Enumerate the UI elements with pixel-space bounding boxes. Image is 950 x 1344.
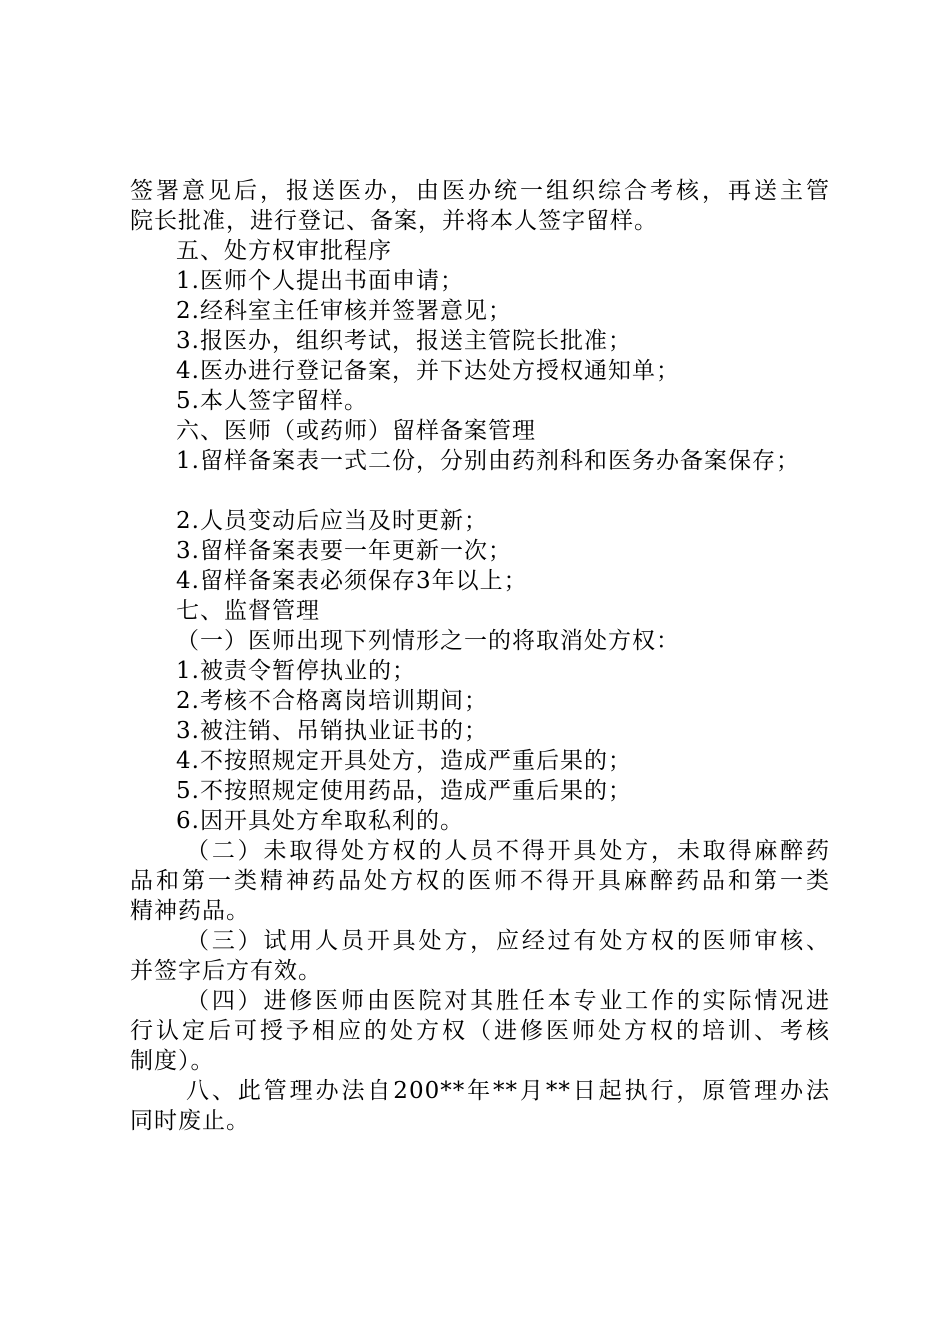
paragraph-line: 同时废止。 <box>130 1108 250 1134</box>
section-heading: 七、监督管理 <box>176 598 320 624</box>
list-item: 5.本人签字留样。 <box>176 388 368 414</box>
paragraph-line: 品和第一类精神药品处方权的医师不得开具麻醉药品和第一类 <box>130 868 830 894</box>
list-item: 3.留样备案表要一年更新一次； <box>176 538 512 564</box>
list-item: 6.因开具处方牟取私利的。 <box>176 808 464 834</box>
list-item: 4.医办进行登记备案，并下达处方授权通知单； <box>176 358 680 384</box>
paragraph-line: （二）未取得处方权的人员不得开具处方，未取得麻醉药 <box>186 838 830 864</box>
paragraph-line: 签署意见后，报送医办，由医办统一组织综合考核，再送主管 <box>130 178 830 204</box>
paragraph-line: 院长批准，进行登记、备案，并将本人签字留样。 <box>130 208 658 234</box>
section-heading: 五、处方权审批程序 <box>176 238 392 264</box>
list-item: 2.经科室主任审核并签署意见； <box>176 298 512 324</box>
list-item: 4.留样备案表必须保存3年以上； <box>176 568 528 594</box>
section-heading: 六、医师（或药师）留样备案管理 <box>176 418 536 444</box>
paragraph-line: 制度）。 <box>130 1048 215 1074</box>
blank-line <box>130 476 830 506</box>
list-item: 3.报医办，组织考试，报送主管院长批准； <box>176 328 632 354</box>
paragraph-line: （四）进修医师由医院对其胜任本专业工作的实际情况进 <box>186 988 830 1014</box>
paragraph-line: 八、此管理办法自200**年**月**日起执行，原管理办法 <box>186 1078 830 1104</box>
document-body <box>130 176 830 1136</box>
list-item: 3.被注销、吊销执业证书的； <box>176 718 488 744</box>
paragraph-line: （三）试用人员开具处方，应经过有处方权的医师审核、 <box>186 928 830 954</box>
paragraph-line: 精神药品。 <box>130 898 250 924</box>
list-item: 1.被责令暂停执业的； <box>176 658 416 684</box>
list-item: 5.不按照规定使用药品，造成严重后果的； <box>176 778 632 804</box>
list-item: 4.不按照规定开具处方，造成严重后果的； <box>176 748 632 774</box>
list-item: 2.人员变动后应当及时更新； <box>176 508 488 534</box>
list-item: 1.留样备案表一式二份，分别由药剂科和医务办备案保存； <box>176 448 800 474</box>
paragraph-line: 行认定后可授予相应的处方权（进修医师处方权的培训、考核 <box>130 1018 830 1044</box>
list-item: 1.医师个人提出书面申请； <box>176 268 464 294</box>
paragraph-line: 并签字后方有效。 <box>130 958 322 984</box>
list-item: 2.考核不合格离岗培训期间； <box>176 688 488 714</box>
sub-heading: （一）医师出现下列情形之一的将取消处方权： <box>176 628 680 654</box>
